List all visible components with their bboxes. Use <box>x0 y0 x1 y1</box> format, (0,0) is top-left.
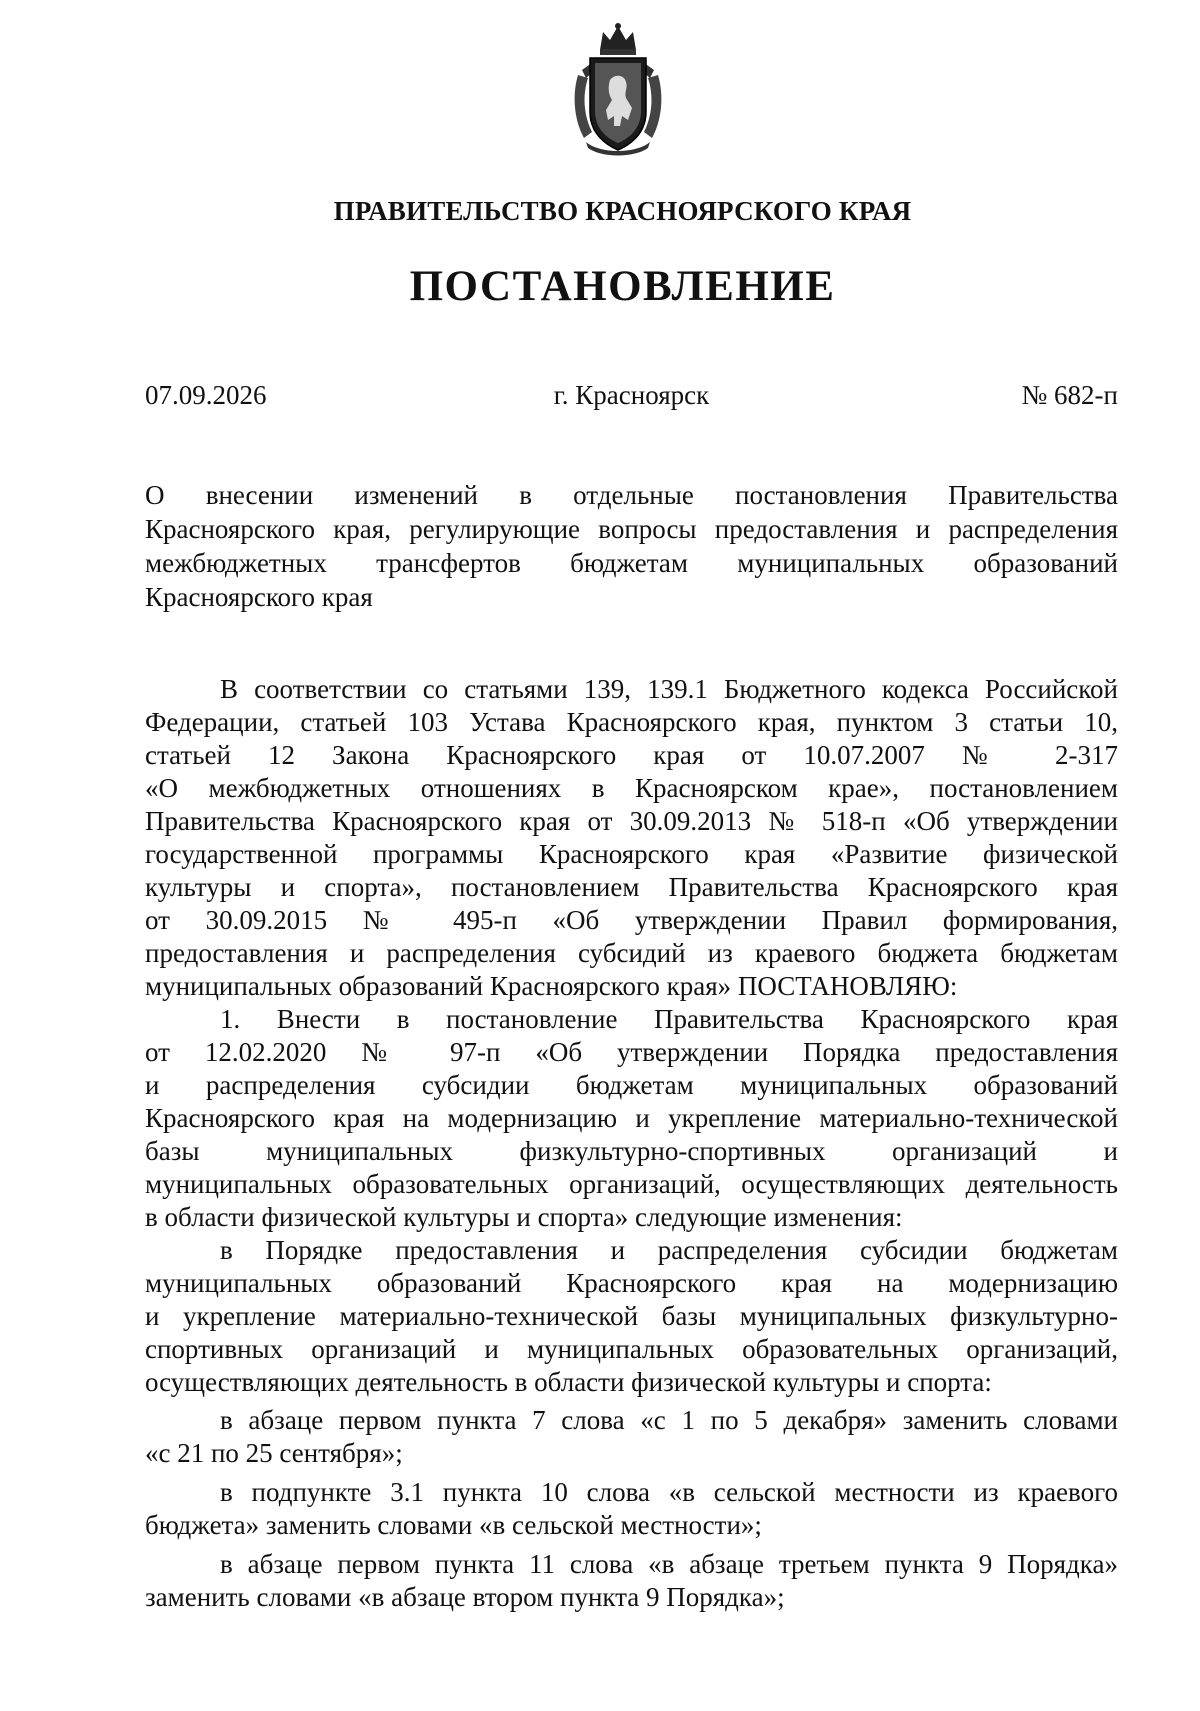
body-line: осуществляющих деятельность в области физической культуры и спорта: <box>145 1367 992 1397</box>
body-line: от 12.02.2020 № 97-п «Об утверждении Порядка предоставления <box>145 1037 1118 1067</box>
subject-line: межбюджетных трансфертов бюджетам муниципальных образований <box>145 548 1118 578</box>
body-line: Красноярского края на модернизацию и укрепление материально-технической <box>145 1103 1118 1133</box>
document-number: № 682-п <box>1021 380 1118 410</box>
body-line: в Порядке предоставления и распределения субсидии бюджетам <box>220 1235 1118 1265</box>
body-line: Правительства Красноярского края от 30.09.2013 № 518-п «Об утверждении <box>145 806 1118 836</box>
subject-line: Красноярского края, регулирующие вопросы предоставления и распределения <box>145 514 1118 544</box>
body-line: В соответствии со статьями 139, 139.1 Бюджетного кодекса Российской <box>220 674 1118 704</box>
document-date: 07.09.2026 <box>145 380 267 410</box>
body-line: предоставления и распределения субсидий из краевого бюджета бюджетам <box>145 938 1118 968</box>
government-title: ПРАВИТЕЛЬСТВО КРАСНОЯРСКОГО КРАЯ <box>333 196 912 226</box>
document-type-title: ПОСТАНОВЛЕНИЕ <box>409 263 836 310</box>
body-line: и распределения субсидии бюджетам муниципальных образований <box>145 1070 1118 1100</box>
body-line: бюджета» заменить словами «в сельской местности»; <box>145 1510 762 1540</box>
subject-line: Красноярского края <box>145 582 373 612</box>
body-line: в подпункте 3.1 пункта 10 слова «в сельской местности из краевого <box>220 1477 1118 1507</box>
body-line: «с 21 по 25 сентября»; <box>145 1438 403 1468</box>
body-line: Федерации, статьей 103 Устава Красноярского края, пунктом 3 статьи 10, <box>145 707 1118 737</box>
body-line: муниципальных образований Красноярского края на модернизацию <box>145 1268 1118 1298</box>
document-city: г. Красноярск <box>553 380 710 410</box>
coat-of-arms-icon <box>570 20 666 158</box>
body-line: базы муниципальных физкультурно-спортивных организаций и <box>145 1136 1118 1166</box>
body-line: от 30.09.2015 № 495-п «Об утверждении Правил формирования, <box>145 905 1118 935</box>
body-line: муниципальных образовательных организаций, осуществляющих деятельность <box>145 1169 1118 1199</box>
body-line: заменить словами «в абзаце втором пункта 9 Порядка»; <box>145 1582 785 1612</box>
body-line: статьей 12 Закона Красноярского края от 10.07.2007 № 2-317 <box>145 740 1118 770</box>
body-line: муниципальных образований Красноярского края» ПОСТАНОВЛЯЮ: <box>145 971 958 1001</box>
body-line: и укрепление материально-технической базы муниципальных физкультурно- <box>145 1301 1118 1331</box>
body-line: в абзаце первом пункта 7 слова «с 1 по 5 декабря» заменить словами <box>220 1405 1118 1435</box>
document-meta <box>145 380 1118 416</box>
body-line: 1. Внести в постановление Правительства Красноярского края <box>220 1004 1118 1034</box>
body-line: в области физической культуры и спорта» следующие изменения: <box>145 1202 903 1232</box>
body-line: в абзаце первом пункта 11 слова «в абзаце третьем пункта 9 Порядка» <box>220 1549 1118 1579</box>
subject-line: О внесении изменений в отдельные постановления Правительства <box>145 480 1118 510</box>
body-line: спортивных организаций и муниципальных образовательных организаций, <box>145 1334 1118 1364</box>
body-line: «О межбюджетных отношениях в Красноярском крае», постановлением <box>145 773 1118 803</box>
body-line: государственной программы Красноярского края «Развитие физической <box>145 839 1118 869</box>
body-line: культуры и спорта», постановлением Правительства Красноярского края <box>145 872 1118 902</box>
